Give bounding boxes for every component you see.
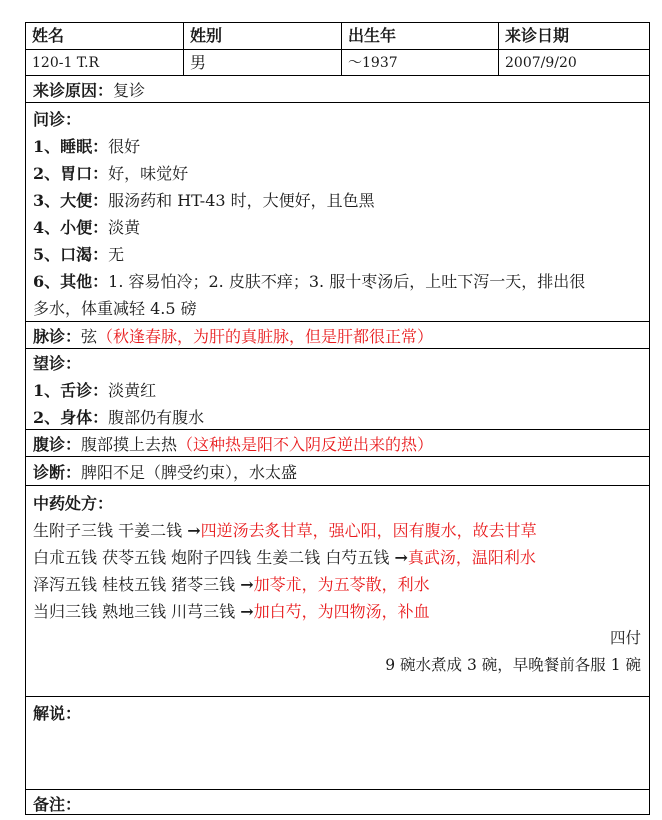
arrow-icon: →	[394, 548, 408, 567]
patient-visit-date: 2007/9/20	[505, 55, 577, 71]
explanation-section	[26, 697, 649, 790]
reason-row	[26, 76, 649, 103]
arrow-icon: →	[240, 602, 254, 621]
prescription-line	[33, 545, 536, 568]
inquiry-title: 问诊：	[33, 110, 82, 129]
patient-gender: 男	[184, 50, 342, 75]
prescription-line	[33, 518, 537, 541]
remarks-section	[26, 790, 649, 814]
diagnosis-text: 脾阳不足（脾受约束），水太盛	[81, 463, 298, 482]
diagnosis-row	[26, 457, 649, 486]
reason-line	[33, 78, 145, 101]
inquiry-label: 5、口渴：	[33, 245, 109, 264]
gender-header: 姓别	[184, 23, 342, 49]
abdomen-label: 腹诊：	[33, 435, 82, 454]
inquiry-item-other	[33, 269, 585, 292]
visit-date-header: 来诊日期	[505, 26, 570, 45]
observation-label: 1、舌诊：	[33, 381, 109, 400]
pulse-row	[26, 322, 649, 349]
inquiry-item-urine	[33, 215, 140, 238]
explanation-label: 解说：	[33, 704, 82, 723]
inquiry-label: 2、胃口：	[33, 164, 109, 183]
reason-text: 复诊	[113, 81, 146, 100]
abdomen-line	[33, 432, 433, 455]
inquiry-value: 1. 容易怕冷；2. 皮肤不痒；3. 服十枣汤后，上吐下泻一天，排出很	[108, 272, 586, 291]
header-row	[26, 23, 649, 50]
inquiry-label: 6、其他：	[33, 272, 109, 291]
prescription-title: 中药处方：	[33, 494, 114, 513]
prescription-doses: 四付	[609, 629, 641, 647]
formula-note: 四逆汤去炙甘草，强心阳，因有腹水，故去甘草	[200, 521, 537, 540]
observation-item-tongue	[33, 378, 156, 401]
diagnosis-label: 诊断：	[33, 463, 82, 482]
abdomen-note: （这种热是阳不入阴反逆出来的热）	[177, 435, 434, 454]
observation-item-body	[33, 405, 204, 428]
pulse-line	[33, 324, 433, 347]
observation-title: 望诊：	[33, 354, 82, 373]
birth-year-header: 出生年	[342, 23, 499, 49]
herb-list: 生附子三钱 干姜二钱	[33, 521, 188, 540]
inquiry-item-appetite	[33, 161, 188, 184]
patient-id: 120-1 T.R	[26, 50, 184, 75]
inquiry-item-thirst	[33, 242, 124, 265]
arrow-icon: →	[187, 521, 201, 540]
inquiry-value: 好，味觉好	[108, 164, 189, 183]
inquiry-item-sleep	[33, 134, 140, 157]
prescription-line	[33, 599, 430, 622]
formula-note: 加苓朮，为五苓散，利水	[253, 575, 430, 594]
arrow-icon: →	[240, 575, 254, 594]
herb-list: 白朮五钱 茯苓五钱 炮附子四钱 生姜二钱 白芍五钱	[33, 548, 395, 567]
inquiry-section	[26, 103, 649, 322]
prescription-section	[26, 486, 649, 697]
remarks-label: 备注：	[33, 795, 82, 814]
inquiry-label: 4、小便：	[33, 218, 109, 237]
inquiry-value: 服汤药和 HT-43 时，大便好，且色黑	[108, 191, 375, 210]
patient-row	[26, 50, 649, 76]
formula-note: 加白芍，为四物汤，补血	[253, 602, 430, 621]
inquiry-value: 淡黄	[108, 218, 141, 237]
prescription-line	[33, 572, 430, 595]
pulse-note: （秋逢春脉，为肝的真脏脉，但是肝都很正常）	[97, 327, 434, 346]
prescription-instructions: 9 碗水煮成 3 碗，早晚餐前各服 1 碗	[385, 656, 641, 674]
patient-birth-year: ～1937	[342, 50, 499, 75]
observation-value: 淡黄红	[108, 381, 157, 400]
medical-record-form	[25, 22, 650, 815]
name-header: 姓名	[26, 23, 184, 49]
diagnosis-line	[33, 460, 297, 483]
observation-section	[26, 349, 649, 430]
abdomen-row	[26, 430, 649, 457]
inquiry-item-stool	[33, 188, 375, 211]
reason-label: 来诊原因：	[33, 81, 114, 100]
inquiry-value: 无	[108, 245, 125, 264]
herb-list: 当归三钱 熟地三钱 川芎三钱	[33, 602, 241, 621]
herb-list: 泽泻五钱 桂枝五钱 猪苓三钱	[33, 575, 241, 594]
inquiry-label: 3、大便：	[33, 191, 109, 210]
observation-value: 腹部仍有腹水	[108, 408, 205, 427]
formula-note: 真武汤，温阳利水	[407, 548, 536, 567]
inquiry-value: 很好	[108, 137, 141, 156]
pulse-label: 脉诊：	[33, 327, 82, 346]
abdomen-text: 腹部摸上去热	[81, 435, 178, 454]
observation-label: 2、身体：	[33, 408, 109, 427]
pulse-text: 弦	[81, 327, 98, 346]
inquiry-label: 1、睡眠：	[33, 137, 109, 156]
inquiry-item-other-continued: 多水，体重减轻 4.5 磅	[33, 299, 197, 318]
